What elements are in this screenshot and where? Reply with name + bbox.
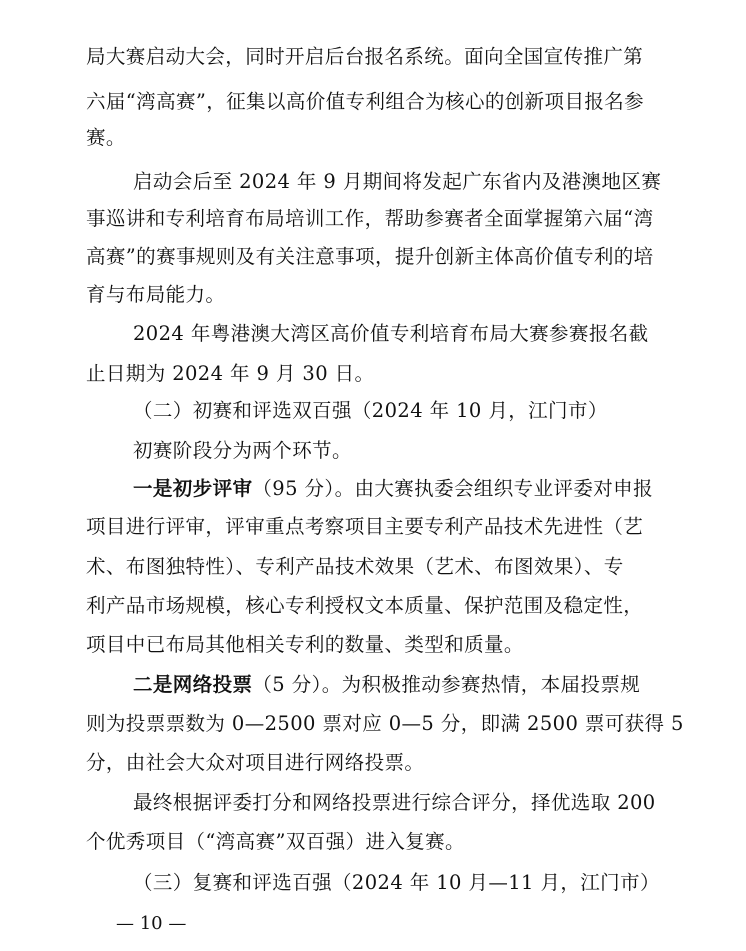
paragraph-line: 则为投票票数为 0—2500 票对应 0—5 分，即满 2500 票可获得 5 xyxy=(86,712,684,735)
paragraph-line: 术、布图独特性）、专利产品技术效果（艺术、布图效果）、专 xyxy=(86,555,624,578)
paragraph-line: 2024 年粤港澳大湾区高价值专利培育布局大赛参赛报名截 xyxy=(133,322,649,345)
paragraph-line: 事巡讲和专利培育布局培训工作，帮助参赛者全面掌握第六届“湾 xyxy=(86,207,654,230)
paragraph-line: 启动会后至 2024 年 9 月期间将发起广东省内及港澳地区赛 xyxy=(133,170,662,193)
paragraph-line xyxy=(133,477,653,501)
paragraph-line: 初赛阶段分为两个环节。 xyxy=(133,439,352,462)
paragraph-line: 高赛”的赛事规则及有关注意事项，提升创新主体高价值专利的培 xyxy=(86,245,654,268)
paragraph-line: 六届“湾高赛”，征集以高价值专利组合为核心的创新项目报名参 xyxy=(86,90,645,113)
section-heading: （二）初赛和评选双百强（2024 年 10 月，江门市） xyxy=(133,399,608,422)
section-heading: （三）复赛和评选百强（2024 年 10 月—11 月，江门市） xyxy=(133,871,660,894)
page-number: — 10 — xyxy=(116,913,187,934)
paragraph-line: 分，由社会大众对项目进行网络投票。 xyxy=(86,751,425,774)
paragraph-line: 止日期为 2024 年 9 月 30 日。 xyxy=(86,362,375,385)
paragraph-line: 利产品市场规模，核心专利授权文本质量、保护范围及稳定性， xyxy=(86,594,644,617)
paragraph-line: 项目中已布局其他相关专利的数量、类型和质量。 xyxy=(86,633,524,656)
paragraph-line xyxy=(133,673,640,697)
paragraph-line: 育与布局能力。 xyxy=(86,283,226,306)
bold-lead: 二是网络投票 xyxy=(133,673,253,696)
paragraph-line: 项目进行评审，评审重点考察项目主要专利产品技术先进性（艺 xyxy=(86,515,644,538)
paragraph-line: 赛。 xyxy=(86,126,126,149)
paragraph-line: 最终根据评委打分和网络投票进行综合评分，择优选取 200 xyxy=(133,791,656,814)
bold-lead: 一是初步评审 xyxy=(133,477,253,500)
paragraph-line: 局大赛启动大会，同时开启后台报名系统。面向全国宣传推广第 xyxy=(86,45,644,68)
paragraph-text: （5 分）。为积极推动参赛热情，本届投票规 xyxy=(252,673,641,696)
paragraph-line: 个优秀项目（“湾高赛”双百强）进入复赛。 xyxy=(86,830,465,853)
paragraph-text: （95 分）。由大赛执委会组织专业评委对申报 xyxy=(252,477,653,500)
